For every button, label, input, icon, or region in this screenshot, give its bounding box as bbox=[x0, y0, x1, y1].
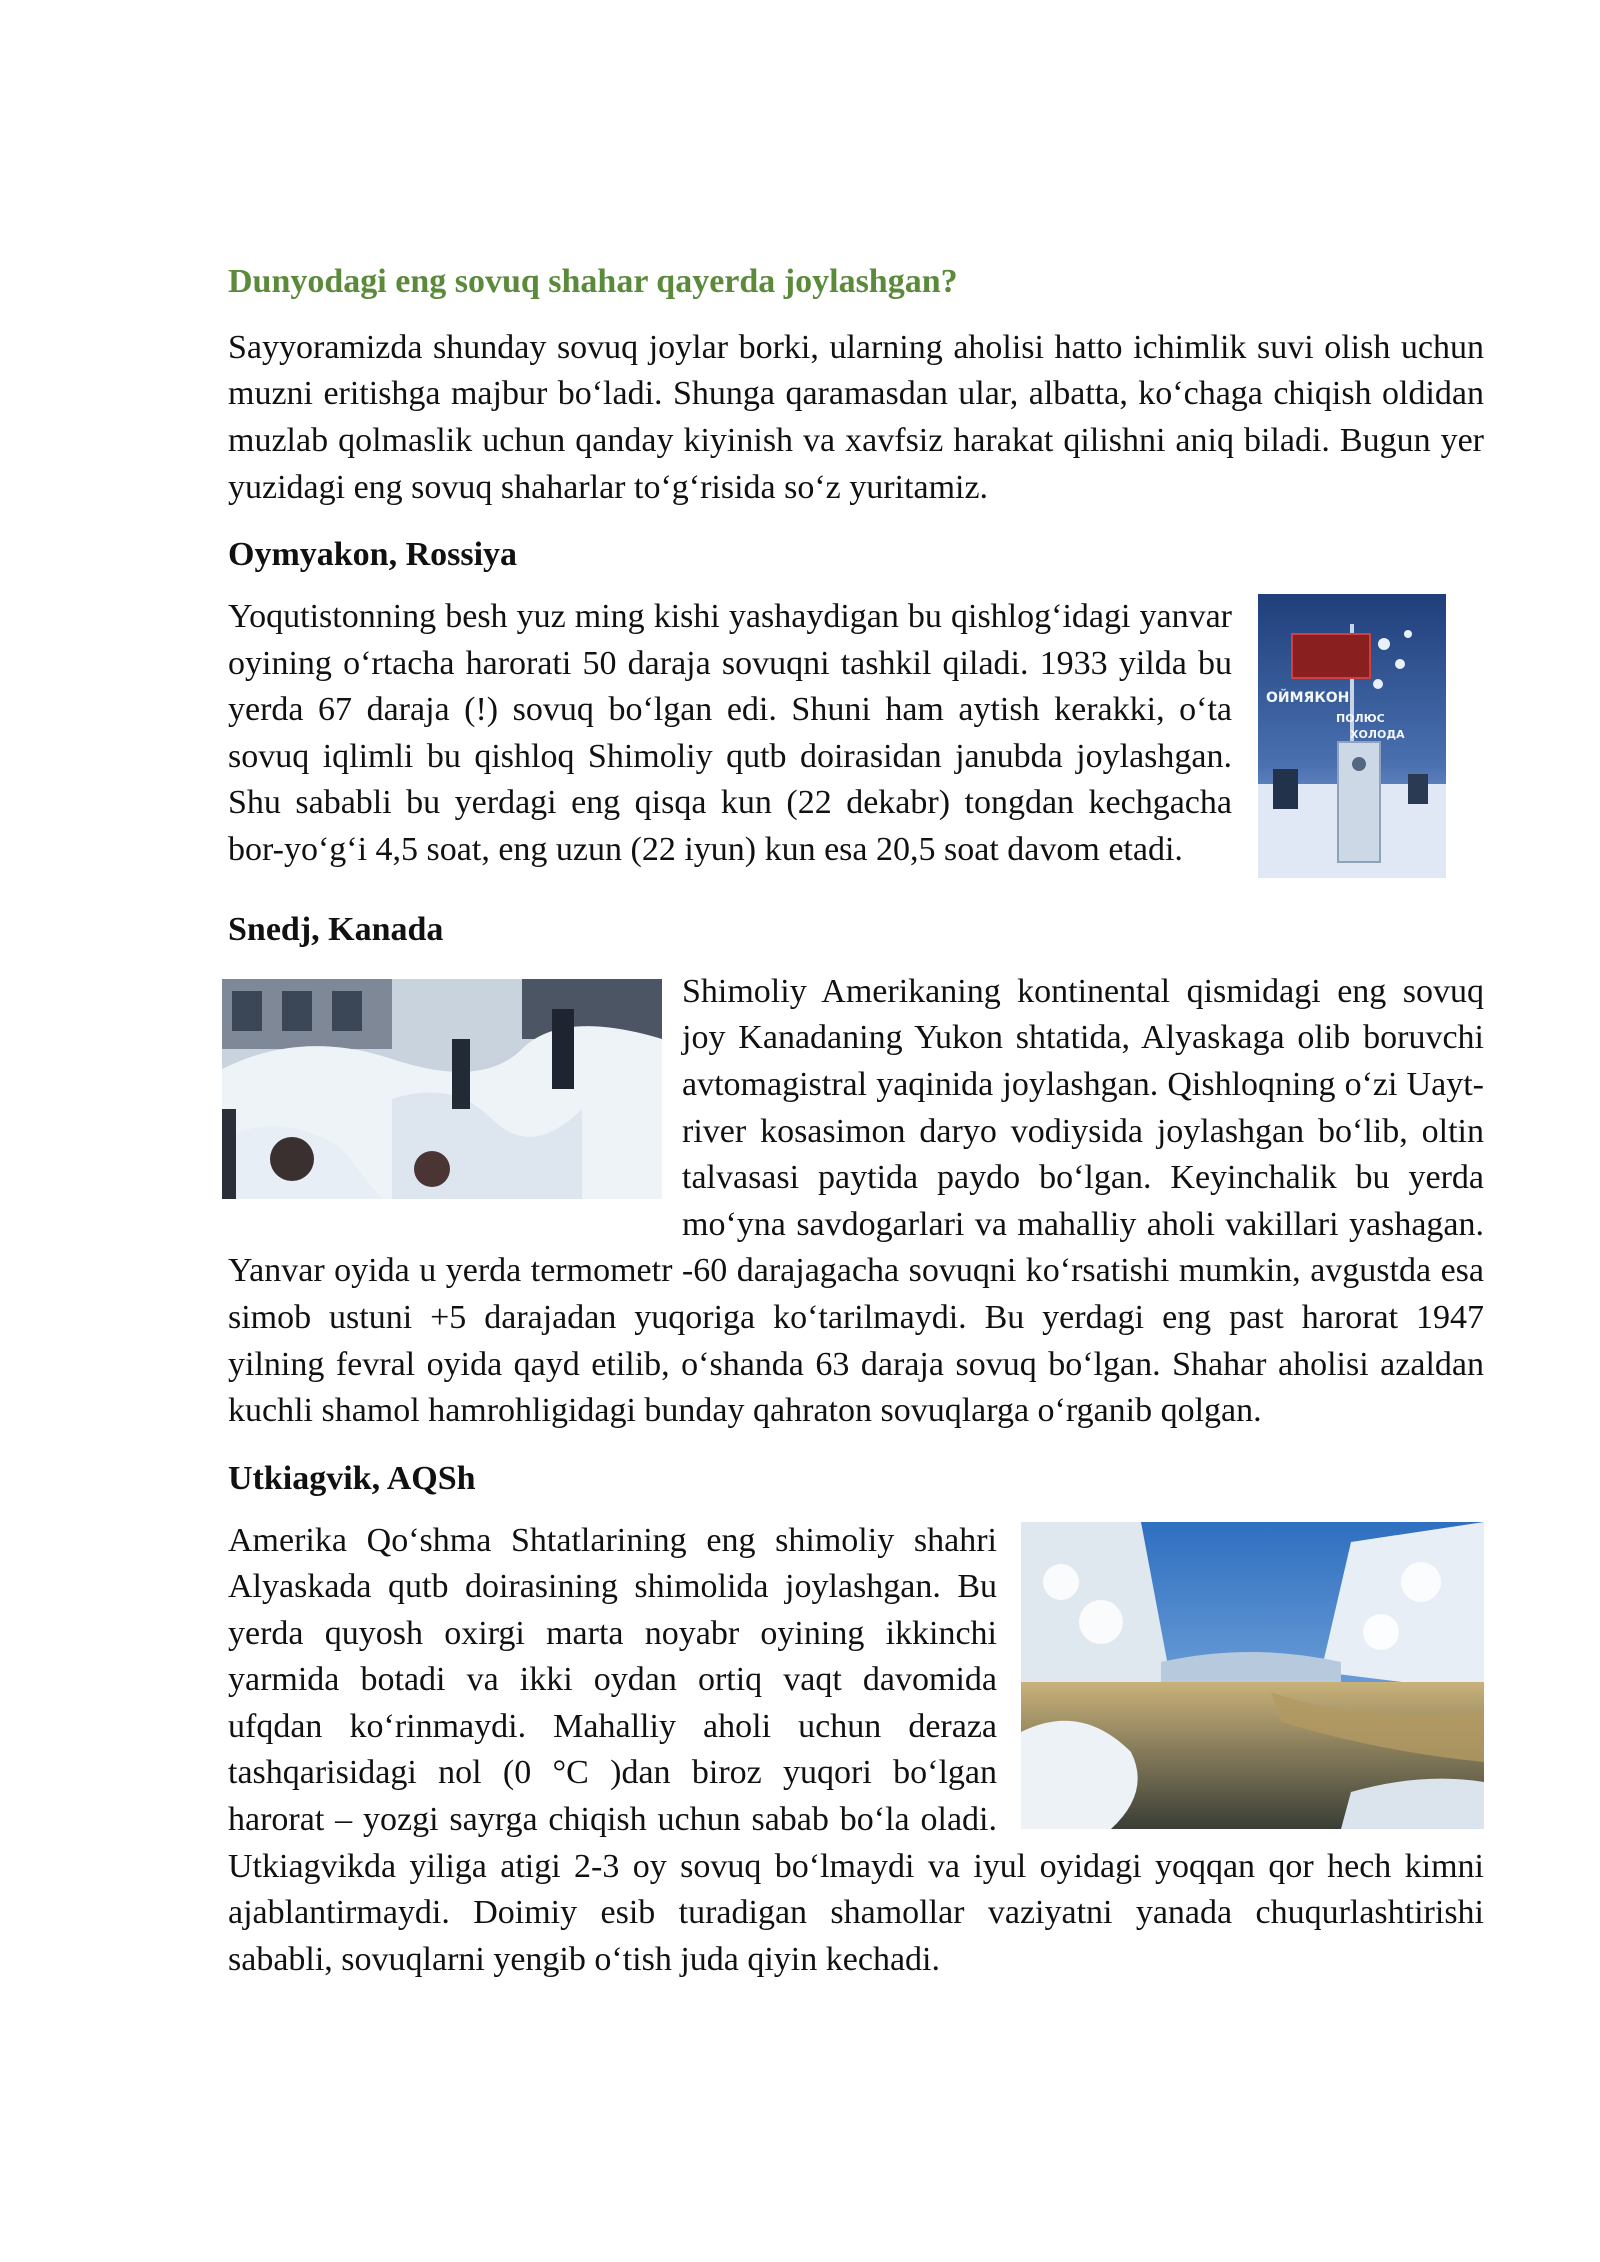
snedj-snow-street-photo bbox=[222, 979, 662, 1199]
section-heading-oymyakon: Oymyakon, Rossiya bbox=[228, 536, 518, 574]
sign-text-1: ОЙМЯКОН bbox=[1266, 689, 1350, 706]
document-page bbox=[228, 262, 1484, 1983]
oymyakon-sign-photo bbox=[1258, 594, 1446, 878]
section-heading-utkiagvik: Utkiagvik, AQSh bbox=[228, 1459, 476, 1497]
section-text-utkiagvik: Amerika Qo‘shma Shtatlarining eng shimoliy shahri Alyaskada qutb doirasining shimolida joylashgan. Bu yerda quyosh oxirgi marta noyabr oyining ikkinchi yarmida botadi va ikki oydan ortiq vaqt davomida ufqdan ko‘rinmaydi. Mahalliy aholi uchun deraza tashqarisidagi nol (0 °C )dan biroz yuqori bo‘lgan harorat – yozgi sayrga chiqish uchun sabab bo‘la oladi. Utkiagvikda yiliga atigi 2-3 oy sovuq bo‘lmaydi va iyul oyidagi yoqqan qor hech kimni ajablantirmaydi. Doimiy esib turadigan shamollar vaziyatni yanada chuqurlashtirishi sababli, sovuqlarni yengib o‘tish juda qiyin kechadi. bbox=[228, 1521, 1484, 1978]
sign-text-3: ХОЛОДА bbox=[1350, 727, 1405, 741]
intro-paragraph: Sayyoramizda shunday sovuq joylar borki, ularning aholisi hatto ichimlik suvi olish uchun muzni eritishga majbur bo‘ladi. Shunga qaramasdan ular, albatta, ko‘chaga chiqish oldidan muzlab qolmaslik uchun qanday kiyinish va xavfsiz harakat qilishni aniq biladi. Bugun yer yuzidagi eng sovuq shaharlar to‘g‘risida so‘z yuritamiz. bbox=[228, 328, 1484, 506]
section-heading-snedj: Snedj, Kanada bbox=[228, 910, 444, 948]
section-text-snedj: Shimoliy Amerikaning kontinental qismidagi eng sovuq joy Kanadaning Yukon shtatida, Alyaskaga olib boruvchi avtomagistral yaqinida joylashgan. Qishloqning o‘zi Uayt-river kosasimon daryo vodiysida joylashgan bo‘lib, oltin talvasasi paytida paydo bo‘lgan. Keyinchalik bu yerda mo‘yna savdogarlari va mahalliy aholi vakillari yashagan. Yanvar oyida u yerda termometr -60 darajagacha sovuqni ko‘rsatishi mumkin, avgustda esa simob ustuni +5 darajadan yuqoriga ko‘tarilmaydi. Bu yerdagi eng past harorat 1947 yilning fevral oyida qayd etilib, o‘shanda 63 daraja sovuq bo‘lgan. Shahar aholisi azaldan kuchli shamol hamrohligidagi bunday qahraton sovuqlarga o‘rganib qolgan. bbox=[228, 972, 1484, 1430]
utkiagvik-frozen-river-photo bbox=[1021, 1522, 1484, 1829]
article-title: Dunyodagi eng sovuq shahar qayerda joylashgan? bbox=[228, 263, 958, 300]
sign-text-2: ПОЛЮС bbox=[1336, 711, 1385, 725]
section-text-oymyakon: Yoqutistonning besh yuz ming kishi yashaydigan bu qishlog‘idagi yanvar oyining o‘rtacha harorati 50 daraja sovuqni tashkil qiladi. 1933 yilda bu yerda 67 daraja (!) sovuq bo‘lgan edi. Shuni ham aytish kerakki, o‘ta sovuq iqlimli bu qishloq Shimoliy qutb doirasidan janubda joylashgan. Shu sababli bu yerdagi eng qisqa kun (22 dekabr) tongdan kechgacha bor-yo‘g‘i 4,5 soat, eng uzun (22 iyun) kun esa 20,5 soat davom etadi. bbox=[228, 597, 1232, 868]
